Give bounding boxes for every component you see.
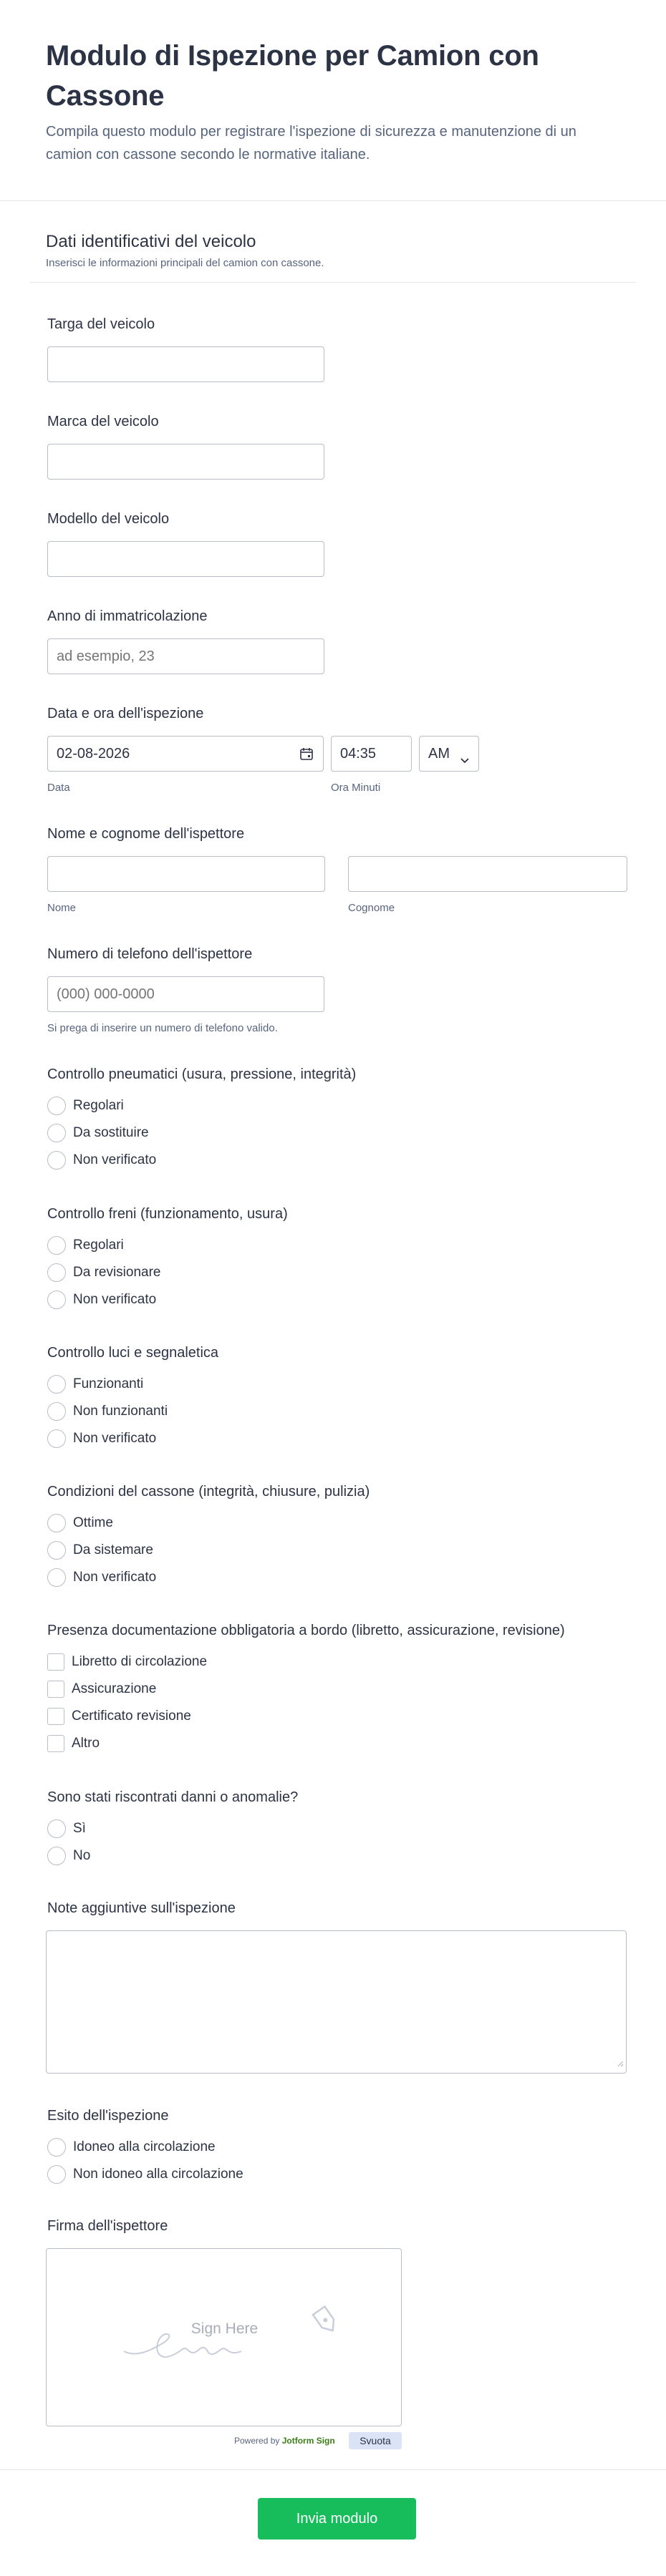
radio-option[interactable]: Regolari [47,1232,288,1259]
field-data-ora [47,704,620,794]
phone-input[interactable] [47,976,324,1012]
radio-option[interactable]: No [47,1842,298,1870]
radio-button[interactable] [47,1236,66,1255]
last-name-input[interactable] [348,856,627,892]
field-anno [47,607,324,674]
note-label: Note aggiuntive sull'ispezione [47,1900,236,1916]
radio-button[interactable] [47,2165,66,2184]
chevron-down-icon [460,746,470,780]
radio-option[interactable]: Idoneo alla circolazione [47,2134,243,2161]
radio-option[interactable]: Funzionanti [47,1371,218,1398]
footer-divider [0,2469,666,2470]
time-input[interactable]: 04:35 [331,736,412,772]
freni-label: Controllo freni (funzionamento, usura) [47,1206,288,1222]
radio-option[interactable]: Da revisionare [47,1259,288,1286]
submit-button[interactable]: Invia modulo [258,2498,416,2539]
modello-label: Modello del veicolo [47,511,170,527]
jotform-sign-brand[interactable]: Jotform Sign [281,2436,335,2446]
targa-label: Targa del veicolo [47,316,155,332]
checkbox-option[interactable]: Certificato revisione [47,1703,634,1730]
section-heading [30,201,636,283]
radio-option[interactable]: Non funzionanti [47,1398,218,1425]
radio-button[interactable] [47,1541,66,1560]
signature-pad[interactable] [46,2248,402,2426]
last-name-sublabel: Cognome [348,902,395,914]
radio-button[interactable] [47,1819,66,1838]
radio-button[interactable] [47,2138,66,2157]
field-luci [47,1343,218,1452]
field-documenti [47,1621,634,1757]
anno-input[interactable] [47,638,324,674]
form-header [0,0,666,201]
checkbox-option[interactable]: Libretto di circolazione [47,1648,634,1676]
radio-option[interactable]: Ottime [47,1510,370,1537]
radio-button[interactable] [47,1514,66,1532]
radio-option[interactable]: Non idoneo alla circolazione [47,2161,243,2188]
ampm-select[interactable] [419,736,479,772]
radio-option[interactable]: Non verificato [47,1564,370,1591]
note-textarea[interactable] [46,1930,627,2074]
field-cassone [47,1482,370,1591]
documenti-label: Presenza documentazione obbligatoria a bordo (libretto, assicurazione, revisione) [47,1623,565,1638]
section-subtitle: Inserisci le informazioni principali del camion con cassone. [46,257,324,269]
field-esito [47,2106,243,2188]
anno-label: Anno di immatricolazione [47,608,208,624]
radio-option[interactable]: Sì [47,1815,298,1842]
checkbox-option[interactable]: Assicurazione [47,1676,634,1703]
checkbox[interactable] [47,1708,64,1725]
field-nome [47,825,627,914]
phone-hint: Si prega di inserire un numero di telefono valido. [47,1022,278,1034]
radio-button[interactable] [47,1429,66,1448]
form-description: Compila questo modulo per registrare l'ispezione di sicurezza e manutenzione di un camion con cassone secondo le normative italiane. [46,124,576,162]
form-title: Modulo di Ispezione per Camion con Cassone [46,40,539,112]
field-targa [47,315,324,382]
marca-label: Marca del veicolo [47,414,159,429]
targa-input[interactable] [47,346,324,382]
radio-option[interactable]: Da sostituire [47,1119,356,1147]
date-sublabel: Data [47,782,70,794]
clear-signature-button[interactable]: Svuota [349,2432,402,2449]
field-note [47,1899,236,1918]
radio-option[interactable]: Non verificato [47,1286,288,1313]
modello-input[interactable] [47,541,324,577]
resize-handle-icon[interactable] [617,2058,624,2071]
radio-option[interactable]: Regolari [47,1092,356,1119]
field-marca [47,412,324,480]
radio-option[interactable]: Non verificato [47,1147,356,1174]
data-ora-label: Data e ora dell'ispezione [47,706,204,721]
powered-prefix: Powered by [234,2436,280,2446]
nome-label: Nome e cognome dell'ispettore [47,826,245,842]
checkbox[interactable] [47,1735,64,1752]
time-sublabel: Ora Minuti [331,782,381,794]
checkbox[interactable] [47,1681,64,1698]
telefono-label: Numero di telefono dell'ispettore [47,946,253,962]
signature-scribble-icon [47,2249,402,2427]
section-title: Dati identificativi del veicolo [46,232,256,251]
radio-button[interactable] [47,1151,66,1170]
radio-button[interactable] [47,1263,66,1282]
field-danni [47,1788,298,1870]
field-modello [47,510,324,577]
first-name-sublabel: Nome [47,902,77,914]
radio-button[interactable] [47,1375,66,1394]
date-input[interactable]: 02-08-2026 [47,736,324,772]
date-picker [47,736,324,772]
radio-option[interactable]: Non verificato [47,1425,218,1452]
field-pneumatici [47,1065,356,1174]
field-freni [47,1205,288,1313]
checkbox[interactable] [47,1653,64,1671]
radio-option[interactable]: Da sistemare [47,1537,370,1564]
radio-button[interactable] [47,1291,66,1309]
luci-label: Controllo luci e segnaletica [47,1345,219,1361]
cassone-label: Condizioni del cassone (integrità, chiusure, pulizia) [47,1484,370,1500]
marca-input[interactable] [47,444,324,480]
pneumatici-label: Controllo pneumatici (usura, pressione, integrità) [47,1066,357,1082]
radio-button[interactable] [47,1097,66,1115]
signature-placeholder: Sign Here [190,2320,259,2337]
esito-label: Esito dell'ispezione [47,2108,169,2124]
firma-label: Firma dell'ispettore [47,2218,168,2234]
ampm-value: AM [428,746,450,762]
radio-button[interactable] [47,1402,66,1421]
field-telefono [47,945,324,1034]
radio-button[interactable] [47,1124,66,1142]
radio-button[interactable] [47,1847,66,1865]
field-firma [47,2217,168,2235]
danni-label: Sono stati riscontrati danni o anomalie? [47,1789,299,1805]
powered-by [234,2432,335,2449]
checkbox-option[interactable]: Altro [47,1730,634,1757]
radio-button[interactable] [47,1568,66,1587]
calendar-icon[interactable] [299,747,314,764]
first-name-input[interactable] [47,856,325,892]
